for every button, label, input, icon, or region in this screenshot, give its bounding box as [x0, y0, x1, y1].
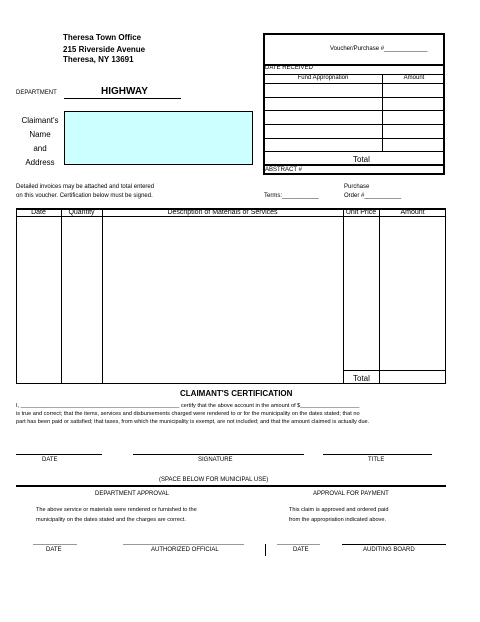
certification-line-3: part has been paid or satisfied; that taxes, from which the municipality is exempt, are not included; and that the amount claimed is actually due.: [16, 419, 370, 425]
department-value[interactable]: HIGHWAY: [101, 86, 148, 97]
department-approval-text-2: municipality on the dates stated and the charges are correct.: [36, 517, 186, 523]
voucher-number[interactable]: Voucher/Purchase #_____________: [330, 46, 428, 52]
cert-date-label: DATE: [42, 457, 58, 463]
authorized-official-label: AUTHORIZED OFFICIAL: [151, 547, 219, 553]
cert-signature-label: SIGNATURE: [198, 457, 233, 463]
date-signature-line[interactable]: [16, 454, 102, 455]
invoice-note-2: on this voucher. Certification below must be signed.: [16, 193, 153, 199]
divider: [102, 208, 103, 384]
divider: [263, 83, 445, 84]
office-address-1: 215 Riverside Avenue: [63, 45, 146, 54]
purchase-label: Purchase: [344, 184, 370, 190]
divider: [382, 74, 383, 152]
divider: [263, 164, 445, 166]
department-approval-text-1: The above service or materials were rendered or furnished to the: [36, 507, 197, 513]
claimant-label: [20, 114, 60, 170]
divider: [343, 370, 446, 371]
certification-line-2: is true and correct; that the items, services and disbursements charged were rendered to or for the municipality on the dates stated; that no: [16, 411, 360, 417]
municipal-use-note: (SPACE BELOW FOR MUNICIPAL USE): [159, 477, 269, 483]
items-table: [16, 208, 446, 384]
title-line[interactable]: [323, 454, 432, 455]
fund-row-line: [263, 97, 445, 98]
claimant-label-line: and: [33, 144, 47, 153]
fund-row-line: [263, 110, 445, 111]
auditing-board-label: AUDITING BOARD: [363, 547, 415, 553]
fund-row-line: [263, 151, 445, 152]
terms-field[interactable]: Terms:___________: [264, 193, 319, 199]
fund-row-line: [263, 124, 445, 125]
office-address-2: Theresa, NY 13691: [63, 55, 134, 64]
certification-title: CLAIMANT'S CERTIFICATION: [180, 389, 293, 398]
approval-divider: [265, 544, 266, 556]
dept-date-label: DATE: [46, 547, 62, 553]
fund-row-line: [263, 138, 445, 139]
claimant-label-line: Address: [25, 158, 55, 167]
department-underline: [64, 98, 181, 99]
payment-approval-title: APPROVAL FOR PAYMENT: [313, 491, 389, 497]
authorized-official-line[interactable]: [123, 544, 244, 545]
items-header-date: Date: [31, 209, 46, 216]
claimant-address-box[interactable]: [64, 111, 253, 165]
abstract-label: ABSTRACT #: [265, 167, 302, 173]
payment-date-label: DATE: [293, 547, 309, 553]
items-header-quantity: Quantity: [68, 209, 95, 216]
date-received-label: DATE RECEIVED: [265, 65, 313, 71]
invoice-note-1: Detailed invoices may be attached and total entered: [16, 184, 155, 190]
order-number-field[interactable]: Order #___________: [344, 193, 402, 199]
payment-approval-text-1: This claim is approved and ordered paid: [289, 507, 389, 513]
fund-appropriation-header: Fund Appropriation: [297, 75, 349, 81]
payment-approval-text-2: from the appropriation indicated above.: [289, 517, 387, 523]
cert-title-label: TITLE: [368, 457, 385, 463]
signature-line[interactable]: [133, 454, 304, 455]
items-header-amount: Amount: [400, 209, 425, 216]
claimant-label-line: Name: [29, 130, 51, 139]
items-total-label: Total: [353, 374, 370, 383]
certification-line-1[interactable]: I, ___________________________________________________ certify that the above account in the amount of $___________________: [16, 403, 360, 409]
department-label: DEPARTMENT: [16, 90, 57, 96]
divider: [379, 208, 380, 384]
divider: [343, 208, 344, 384]
office-name: Theresa Town Office: [63, 33, 142, 42]
municipal-divider: [16, 485, 446, 487]
fund-total-label: Total: [353, 155, 370, 164]
divider: [16, 216, 446, 217]
voucher-box: [263, 33, 445, 175]
department-approval-title: DEPARTMENT APPROVAL: [95, 491, 169, 497]
auditing-board-line[interactable]: [342, 544, 446, 545]
dept-date-line[interactable]: [33, 544, 77, 545]
amount-header: Amount: [403, 75, 425, 81]
items-header-unit-price: Unit Price: [345, 209, 377, 216]
divider: [61, 208, 62, 384]
payment-date-line[interactable]: [277, 544, 320, 545]
items-header-description: Description of Materials or Services: [167, 209, 278, 216]
claimant-label-line: Claimant's: [21, 116, 59, 125]
